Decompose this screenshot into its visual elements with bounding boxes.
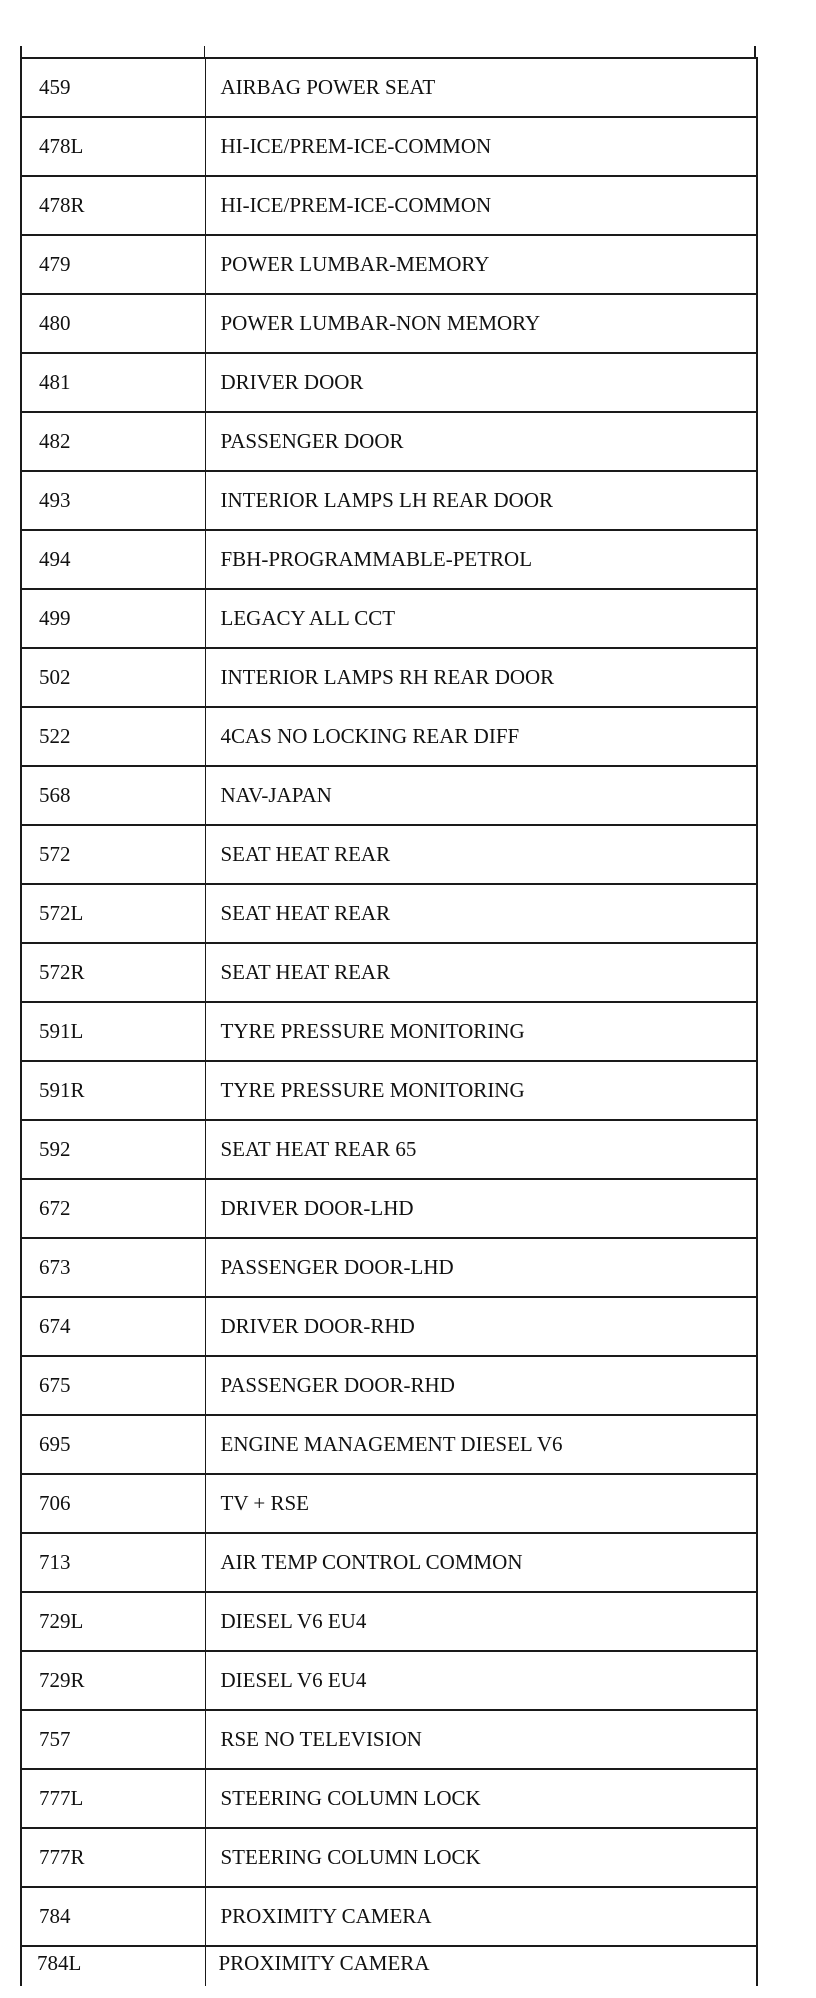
row-description-cell: SEAT HEAT REAR 65 bbox=[205, 1120, 757, 1179]
row-code-cell: 777R bbox=[21, 1828, 205, 1887]
row-code-cell: 729R bbox=[21, 1651, 205, 1710]
row-code-cell: 591L bbox=[21, 1002, 205, 1061]
row-description-cell: TV + RSE bbox=[205, 1474, 757, 1533]
table-row bbox=[21, 412, 757, 471]
table-row bbox=[21, 825, 757, 884]
row-description-cell: DIESEL V6 EU4 bbox=[205, 1592, 757, 1651]
row-description-cell: STEERING COLUMN LOCK bbox=[205, 1828, 757, 1887]
table-row bbox=[21, 884, 757, 943]
row-code-cell: 784L bbox=[21, 1946, 205, 1986]
row-code-cell: 777L bbox=[21, 1769, 205, 1828]
row-code-cell: 674 bbox=[21, 1297, 205, 1356]
table-row bbox=[21, 707, 757, 766]
table-row bbox=[21, 353, 757, 412]
row-code-cell: 729L bbox=[21, 1592, 205, 1651]
row-description-cell: DRIVER DOOR bbox=[205, 353, 757, 412]
row-code-cell: 572R bbox=[21, 943, 205, 1002]
row-description-cell: HI-ICE/PREM-ICE-COMMON bbox=[205, 176, 757, 235]
table-row bbox=[21, 943, 757, 1002]
row-description-cell: DRIVER DOOR-LHD bbox=[205, 1179, 757, 1238]
row-code-cell: 713 bbox=[21, 1533, 205, 1592]
row-description-cell: PASSENGER DOOR-RHD bbox=[205, 1356, 757, 1415]
table-row bbox=[21, 1061, 757, 1120]
row-description-cell: LEGACY ALL CCT bbox=[205, 589, 757, 648]
row-code-cell: 499 bbox=[21, 589, 205, 648]
table-row bbox=[21, 530, 757, 589]
table-row bbox=[21, 1120, 757, 1179]
table-row bbox=[21, 1769, 757, 1828]
row-description-cell: AIRBAG POWER SEAT bbox=[205, 58, 757, 117]
row-description-cell: TYRE PRESSURE MONITORING bbox=[205, 1002, 757, 1061]
table-row bbox=[21, 235, 757, 294]
row-description-cell: POWER LUMBAR-MEMORY bbox=[205, 235, 757, 294]
row-description-cell: STEERING COLUMN LOCK bbox=[205, 1769, 757, 1828]
row-code-cell: 672 bbox=[21, 1179, 205, 1238]
row-code-cell: 459 bbox=[21, 58, 205, 117]
row-description-cell: POWER LUMBAR-NON MEMORY bbox=[205, 294, 757, 353]
row-description-cell: FBH-PROGRAMMABLE-PETROL bbox=[205, 530, 757, 589]
row-description-cell: ENGINE MANAGEMENT DIESEL V6 bbox=[205, 1415, 757, 1474]
row-code-cell: 494 bbox=[21, 530, 205, 589]
row-description-cell: TYRE PRESSURE MONITORING bbox=[205, 1061, 757, 1120]
table-row bbox=[21, 1887, 757, 1946]
table-row bbox=[21, 1356, 757, 1415]
row-description-cell: DRIVER DOOR-RHD bbox=[205, 1297, 757, 1356]
row-code-cell: 673 bbox=[21, 1238, 205, 1297]
row-code-cell: 572L bbox=[21, 884, 205, 943]
row-code-cell: 482 bbox=[21, 412, 205, 471]
table-row bbox=[21, 1592, 757, 1651]
row-code-cell: 568 bbox=[21, 766, 205, 825]
row-code-cell: 480 bbox=[21, 294, 205, 353]
table-row bbox=[21, 1002, 757, 1061]
table-row bbox=[21, 1415, 757, 1474]
row-description-cell: DIESEL V6 EU4 bbox=[205, 1651, 757, 1710]
row-description-cell: HI-ICE/PREM-ICE-COMMON bbox=[205, 117, 757, 176]
table-row bbox=[21, 117, 757, 176]
row-description-cell: INTERIOR LAMPS LH REAR DOOR bbox=[205, 471, 757, 530]
row-code-cell: 695 bbox=[21, 1415, 205, 1474]
row-code-cell: 478R bbox=[21, 176, 205, 235]
row-code-cell: 675 bbox=[21, 1356, 205, 1415]
row-description-cell: AIR TEMP CONTROL COMMON bbox=[205, 1533, 757, 1592]
row-description-cell: PROXIMITY CAMERA bbox=[205, 1887, 757, 1946]
table-row bbox=[21, 589, 757, 648]
row-description-cell: PROXIMITY CAMERA bbox=[205, 1946, 757, 1986]
row-description-cell: RSE NO TELEVISION bbox=[205, 1710, 757, 1769]
row-description-cell: PASSENGER DOOR bbox=[205, 412, 757, 471]
table-row bbox=[21, 766, 757, 825]
table-row bbox=[21, 1946, 757, 1986]
table-row bbox=[21, 1297, 757, 1356]
row-description-cell: SEAT HEAT REAR bbox=[205, 825, 757, 884]
row-code-cell: 502 bbox=[21, 648, 205, 707]
table-row bbox=[21, 294, 757, 353]
row-description-cell: NAV-JAPAN bbox=[205, 766, 757, 825]
row-code-cell: 706 bbox=[21, 1474, 205, 1533]
row-code-cell: 478L bbox=[21, 117, 205, 176]
row-code-cell: 784 bbox=[21, 1887, 205, 1946]
row-code-cell: 591R bbox=[21, 1061, 205, 1120]
row-code-cell: 493 bbox=[21, 471, 205, 530]
table-row bbox=[21, 1533, 757, 1592]
table-row bbox=[21, 1651, 757, 1710]
table-body bbox=[21, 58, 757, 1986]
table-row bbox=[21, 1179, 757, 1238]
table-row bbox=[21, 176, 757, 235]
row-code-cell: 757 bbox=[21, 1710, 205, 1769]
table-row bbox=[21, 1238, 757, 1297]
row-description-cell: 4CAS NO LOCKING REAR DIFF bbox=[205, 707, 757, 766]
circuit-code-table bbox=[20, 57, 758, 1986]
row-description-cell: PASSENGER DOOR-LHD bbox=[205, 1238, 757, 1297]
row-description-cell: SEAT HEAT REAR bbox=[205, 884, 757, 943]
row-code-cell: 572 bbox=[21, 825, 205, 884]
row-code-cell: 481 bbox=[21, 353, 205, 412]
row-description-cell: INTERIOR LAMPS RH REAR DOOR bbox=[205, 648, 757, 707]
table-row bbox=[21, 1828, 757, 1887]
row-code-cell: 592 bbox=[21, 1120, 205, 1179]
row-code-cell: 522 bbox=[21, 707, 205, 766]
table-row bbox=[21, 471, 757, 530]
table-row bbox=[21, 1710, 757, 1769]
table-row bbox=[21, 648, 757, 707]
row-description-cell: SEAT HEAT REAR bbox=[205, 943, 757, 1002]
table-row bbox=[21, 1474, 757, 1533]
row-code-cell: 479 bbox=[21, 235, 205, 294]
table-row bbox=[21, 58, 757, 117]
